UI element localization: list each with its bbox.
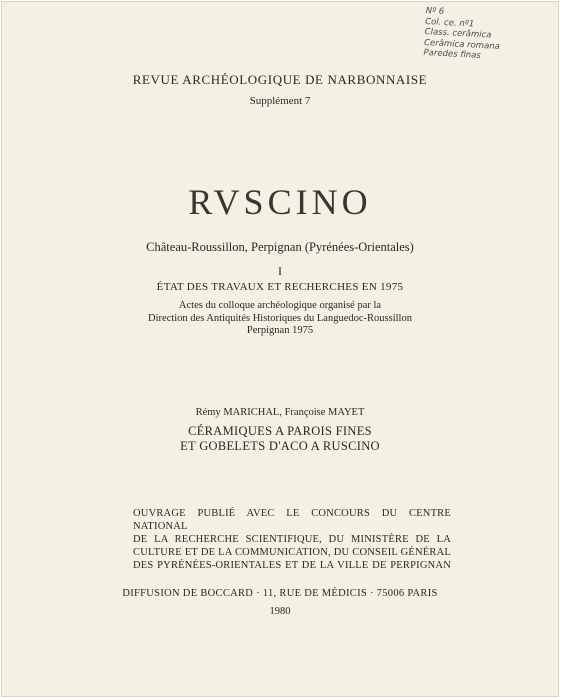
handwritten-note: Cerâmica romana bbox=[423, 37, 501, 52]
volume-number: I bbox=[278, 264, 282, 278]
support-line: DE LA RECHERCHE SCIENTIFIQUE, DU MINISTÈRE DE LA bbox=[133, 534, 451, 545]
acts-line: Direction des Antiquités Historiques du Languedoc-Roussillon bbox=[148, 312, 412, 324]
site-location: Château-Roussillon, Perpignan (Pyrénées-Orientales) bbox=[146, 240, 414, 254]
journal-name: REVUE ARCHÉOLOGIQUE DE NARBONNAISE bbox=[132, 72, 428, 87]
supplement-number: Supplément 7 bbox=[249, 95, 311, 107]
book-title-line: ET GOBELETS D'ACO A RUSCINO bbox=[180, 438, 380, 453]
publication-year: 1980 bbox=[269, 606, 291, 617]
support-line: DES PYRÉNÉES-ORIENTALES ET DE LA VILLE DE PERPIGNAN bbox=[133, 560, 451, 571]
colloquium-acts bbox=[2, 300, 558, 338]
page-title: RVSCINO bbox=[188, 182, 372, 222]
support-line: CULTURE ET DE LA COMMUNICATION, DU CONSEIL GÉNÉRAL bbox=[133, 547, 451, 558]
support-line: OUVRAGE PUBLIÉ AVEC LE CONCOURS DU CENTRE NATIONAL bbox=[133, 508, 451, 532]
acts-line: Perpignan 1975 bbox=[246, 325, 314, 336]
handwritten-note: Paredes finas bbox=[423, 47, 482, 61]
book-title bbox=[2, 424, 558, 453]
distributor-address: DIFFUSION DE BOCCARD · 11, RUE DE MÉDICIS · 75006 PARIS bbox=[122, 588, 438, 599]
handwritten-note: Class. cerâmica bbox=[424, 26, 492, 41]
book-title-line: CÉRAMIQUES A PAROIS FINES bbox=[188, 424, 372, 438]
publication-support-notice bbox=[133, 507, 451, 572]
handwritten-corner-notes bbox=[423, 6, 556, 65]
authors: Rémy MARICHAL, Françoise MAYET bbox=[195, 407, 365, 418]
book-cover-page bbox=[2, 2, 558, 696]
handwritten-note: Nº 6 bbox=[425, 6, 445, 17]
handwritten-note: Col. ce. nº1 bbox=[424, 16, 475, 30]
volume-subtitle: ÉTAT DES TRAVAUX ET RECHERCHES EN 1975 bbox=[156, 281, 404, 293]
acts-line: Actes du colloque archéologique organisé par la bbox=[178, 300, 382, 311]
